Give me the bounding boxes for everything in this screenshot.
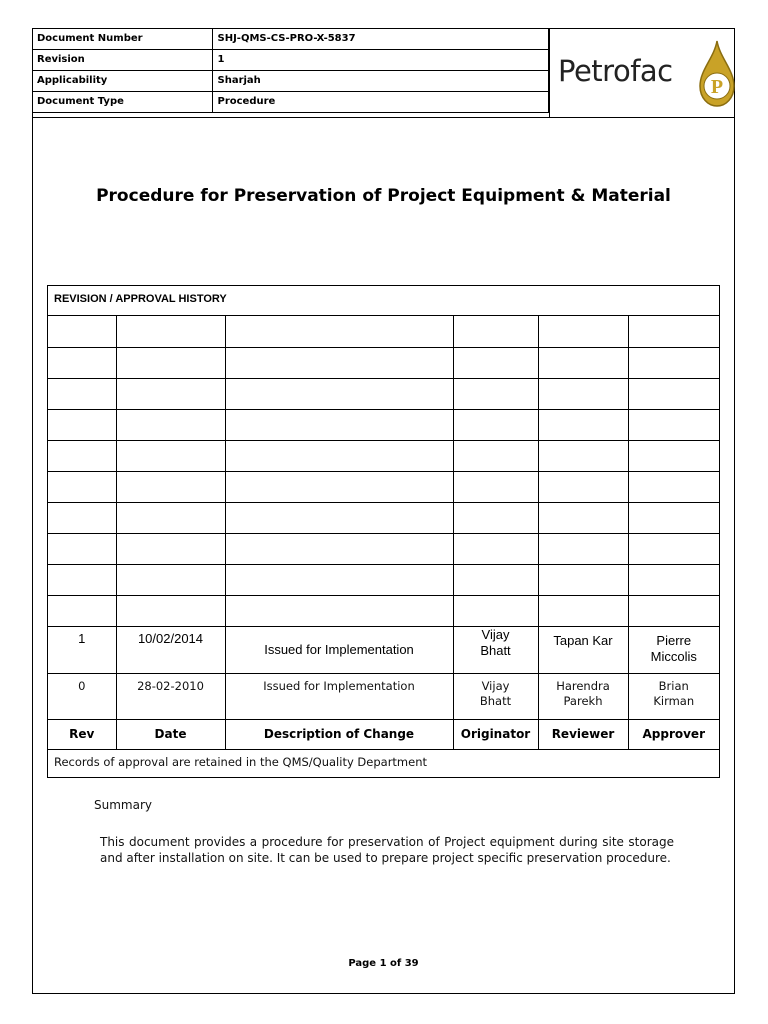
approval-records-note: Records of approval are retained in the QMS/Quality Department xyxy=(54,755,428,769)
revision-history-heading: REVISION / APPROVAL HISTORY xyxy=(48,286,719,316)
column-header-reviewer: Reviewer xyxy=(538,719,628,749)
applicability-label: Applicability xyxy=(32,70,212,91)
svg-text:P: P xyxy=(710,76,724,98)
empty-row xyxy=(48,440,719,471)
originator-cell: Vijay Bhatt xyxy=(453,626,538,673)
revision-label: Revision xyxy=(32,49,212,70)
info-row-revision xyxy=(32,49,549,70)
empty-row xyxy=(48,378,719,409)
column-header-originator: Originator xyxy=(453,719,538,749)
reviewer-cell: Harendra Parekh xyxy=(538,673,628,719)
petrofac-logo xyxy=(549,28,735,117)
info-row-applicability xyxy=(32,70,549,91)
document-title: Procedure for Preservation of Project Equipment & Material xyxy=(96,186,671,206)
empty-row xyxy=(48,316,719,347)
revision-row-0 xyxy=(48,673,719,719)
info-row-document-number xyxy=(32,28,549,49)
applicability-value: Sharjah xyxy=(212,70,549,91)
summary-heading: Summary xyxy=(94,798,152,812)
empty-row xyxy=(48,533,719,564)
document-info-table xyxy=(32,28,549,113)
description-cell: Issued for Implementation xyxy=(225,626,453,673)
revision-grid xyxy=(48,316,719,750)
column-header-approver: Approver xyxy=(628,719,719,749)
page-number: Page 1 of 39 xyxy=(348,958,419,969)
logo-wordmark: Petrofac xyxy=(558,54,673,88)
document-type-value: Procedure xyxy=(212,91,549,112)
oil-drop-icon xyxy=(692,38,742,110)
empty-row xyxy=(48,471,719,502)
originator-cell: Vijay Bhatt xyxy=(453,673,538,719)
revision-history-table xyxy=(47,285,720,778)
revision-value: 1 xyxy=(212,49,549,70)
rev-cell: 1 xyxy=(48,626,116,673)
empty-row xyxy=(48,564,719,595)
rev-cell: 0 xyxy=(48,673,116,719)
document-header xyxy=(32,28,735,118)
column-header-description: Description of Change xyxy=(225,719,453,749)
date-cell: 28-02-2010 xyxy=(116,673,225,719)
reviewer-cell: Tapan Kar xyxy=(538,626,628,673)
approver-cell: Pierre Miccolis xyxy=(628,626,719,673)
column-header-date: Date xyxy=(116,719,225,749)
document-type-label: Document Type xyxy=(32,91,212,112)
description-cell: Issued for Implementation xyxy=(225,673,453,719)
empty-row xyxy=(48,595,719,626)
empty-row xyxy=(48,502,719,533)
date-cell: 10/02/2014 xyxy=(116,626,225,673)
document-number-value: SHJ-QMS-CS-PRO-X-5837 xyxy=(212,28,549,49)
column-header-rev: Rev xyxy=(48,719,116,749)
approver-cell: Brian Kirman xyxy=(628,673,719,719)
column-header-row xyxy=(48,719,719,749)
summary-text: This document provides a procedure for preservation of Project equipment during site storage and after installation on site. It can be used to prepare project specific preservation procedure. xyxy=(100,835,674,865)
info-row-document-type xyxy=(32,91,549,112)
empty-row xyxy=(48,409,719,440)
revision-row-1 xyxy=(48,626,719,673)
document-number-label: Document Number xyxy=(32,28,212,49)
empty-row xyxy=(48,347,719,378)
